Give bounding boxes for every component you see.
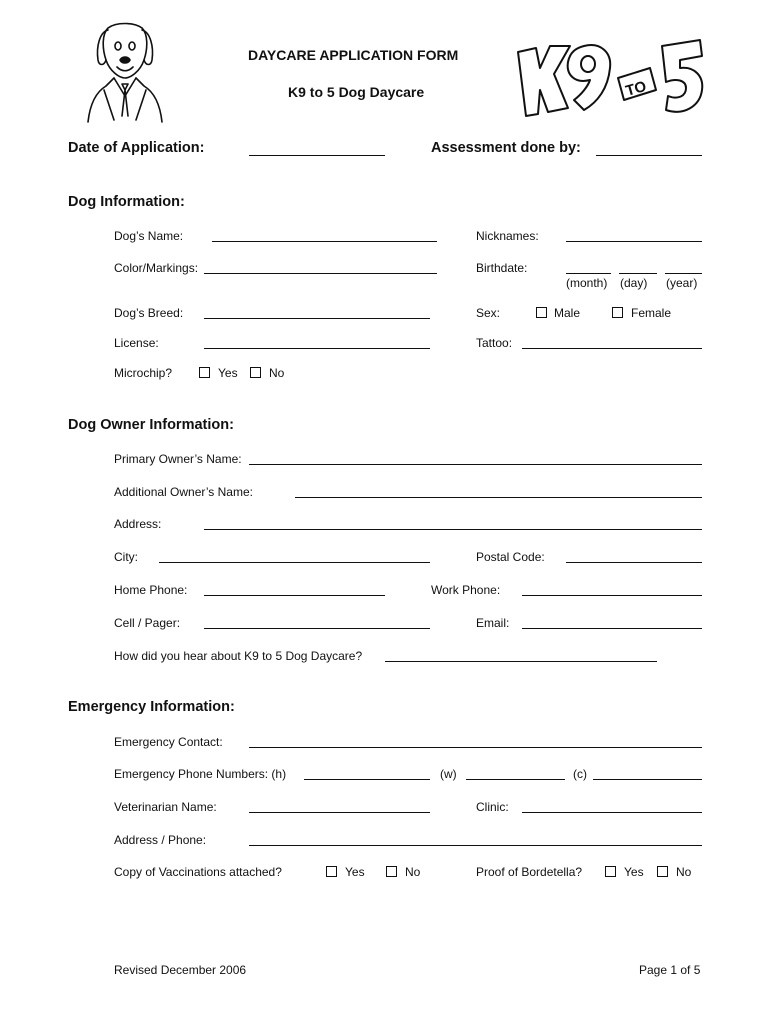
microchip-label: Microchip? xyxy=(114,366,173,380)
color-markings-label: Color/Markings: xyxy=(114,261,199,275)
postal-code-field[interactable] xyxy=(566,562,702,563)
logo-to-text: TO xyxy=(623,77,649,100)
city-field[interactable] xyxy=(159,562,430,563)
emergency-phone-h-field[interactable] xyxy=(304,779,430,780)
email-label: Email: xyxy=(476,616,510,630)
email-field[interactable] xyxy=(522,628,702,629)
month-label: (month) xyxy=(566,276,608,290)
birth-year-field[interactable] xyxy=(665,273,702,274)
home-phone-field[interactable] xyxy=(204,595,385,596)
dog-information-heading: Dog Information: xyxy=(68,194,185,210)
dog-logo xyxy=(84,20,166,124)
dogs-breed-field[interactable] xyxy=(204,318,430,319)
revised-date: Revised December 2006 xyxy=(114,963,247,977)
dogs-name-label: Dog’s Name: xyxy=(114,229,184,243)
emergency-phone-w-field[interactable] xyxy=(466,779,565,780)
bordetella-yes-checkbox[interactable] xyxy=(605,866,616,877)
veterinarian-field[interactable] xyxy=(249,812,430,813)
bordetella-label: Proof of Bordetella? xyxy=(476,865,583,879)
work-phone-field[interactable] xyxy=(522,595,702,596)
emergency-information-heading: Emergency Information: xyxy=(68,699,235,715)
emergency-contact-field[interactable] xyxy=(249,747,702,748)
male-label: Male xyxy=(554,306,581,320)
assessment-label: Assessment done by: xyxy=(431,140,581,156)
microchip-yes-label: Yes xyxy=(218,366,238,380)
vaccinations-no-label: No xyxy=(405,865,421,879)
veterinarian-label: Veterinarian Name: xyxy=(114,800,217,814)
cell-pager-label: Cell / Pager: xyxy=(114,616,181,630)
microchip-no-label: No xyxy=(269,366,285,380)
sex-label: Sex: xyxy=(476,306,501,320)
clinic-field[interactable] xyxy=(522,812,702,813)
page-number: Page 1 of 5 xyxy=(639,963,701,977)
emergency-contact-label: Emergency Contact: xyxy=(114,735,223,749)
birth-day-field[interactable] xyxy=(619,273,657,274)
vaccinations-yes-checkbox[interactable] xyxy=(326,866,337,877)
license-field[interactable] xyxy=(204,348,430,349)
bordetella-no-checkbox[interactable] xyxy=(657,866,668,877)
vaccinations-no-checkbox[interactable] xyxy=(386,866,397,877)
additional-owner-label: Additional Owner’s Name: xyxy=(114,485,253,499)
emergency-phones-label: Emergency Phone Numbers: (h) xyxy=(114,767,287,781)
address-phone-label: Address / Phone: xyxy=(114,833,207,847)
dogs-name-field[interactable] xyxy=(212,241,437,242)
hear-about-label: How did you hear about K9 to 5 Dog Daycare? xyxy=(114,649,363,663)
female-checkbox[interactable] xyxy=(612,307,623,318)
emergency-w-label: (w) xyxy=(440,767,457,781)
additional-owner-field[interactable] xyxy=(295,497,702,498)
work-phone-label: Work Phone: xyxy=(431,583,501,597)
k9-to-5-logo xyxy=(514,38,706,122)
form-title: DAYCARE APPLICATION FORM xyxy=(248,47,459,63)
female-label: Female xyxy=(631,306,672,320)
address-phone-field[interactable] xyxy=(249,845,702,846)
vaccinations-label: Copy of Vaccinations attached? xyxy=(114,865,282,879)
bordetella-no-label: No xyxy=(676,865,692,879)
date-of-application-field[interactable] xyxy=(249,155,385,156)
emergency-phone-c-field[interactable] xyxy=(593,779,702,780)
emergency-c-label: (c) xyxy=(573,767,587,781)
tattoo-label: Tattoo: xyxy=(476,336,513,350)
nicknames-field[interactable] xyxy=(566,241,702,242)
year-label: (year) xyxy=(666,276,698,290)
assessment-field[interactable] xyxy=(596,155,702,156)
color-markings-field[interactable] xyxy=(204,273,437,274)
microchip-yes-checkbox[interactable] xyxy=(199,367,210,378)
birth-month-field[interactable] xyxy=(566,273,611,274)
nicknames-label: Nicknames: xyxy=(476,229,539,243)
city-label: City: xyxy=(114,550,138,564)
owner-information-heading: Dog Owner Information: xyxy=(68,417,234,433)
male-checkbox[interactable] xyxy=(536,307,547,318)
hear-about-field[interactable] xyxy=(385,661,657,662)
bordetella-yes-label: Yes xyxy=(624,865,644,879)
home-phone-label: Home Phone: xyxy=(114,583,188,597)
date-of-application-label: Date of Application: xyxy=(68,140,205,156)
tattoo-field[interactable] xyxy=(522,348,702,349)
clinic-label: Clinic: xyxy=(476,800,509,814)
dogs-breed-label: Dog’s Breed: xyxy=(114,306,184,320)
cell-pager-field[interactable] xyxy=(204,628,430,629)
postal-code-label: Postal Code: xyxy=(476,550,545,564)
address-field[interactable] xyxy=(204,529,702,530)
primary-owner-label: Primary Owner’s Name: xyxy=(114,452,242,466)
birthdate-label: Birthdate: xyxy=(476,261,528,275)
form-subtitle: K9 to 5 Dog Daycare xyxy=(288,84,425,100)
license-label: License: xyxy=(114,336,159,350)
address-label: Address: xyxy=(114,517,162,531)
day-label: (day) xyxy=(620,276,648,290)
primary-owner-field[interactable] xyxy=(249,464,702,465)
microchip-no-checkbox[interactable] xyxy=(250,367,261,378)
vaccinations-yes-label: Yes xyxy=(345,865,365,879)
